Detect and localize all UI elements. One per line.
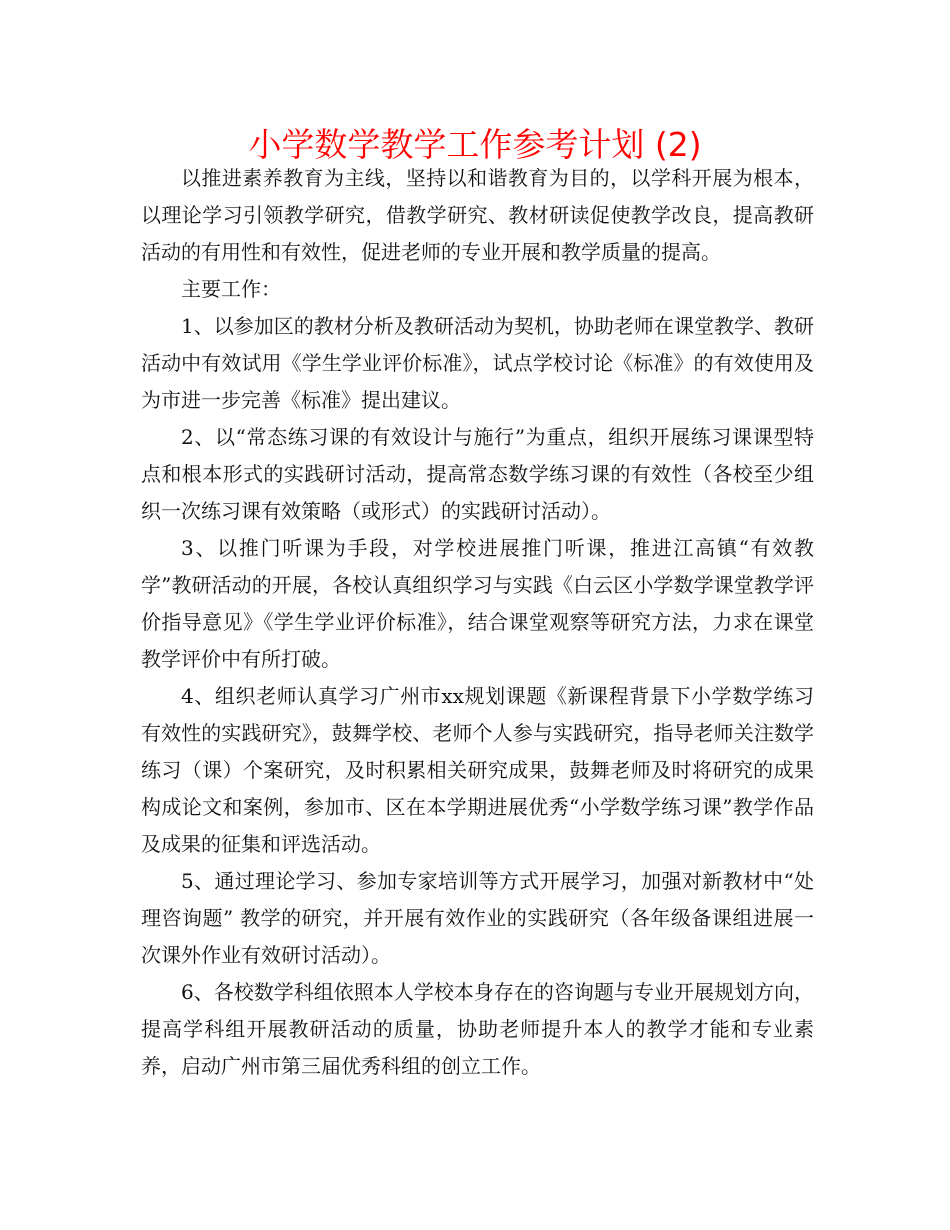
work-item-6: 6、各校数学科组依照本人学校本身存在的咨询题与专业开展规划方向，提高学科组开展教研活动的质量，协助老师提升本人的教学才能和专业素养，启动广州市第三届优秀科组的创立工作。 [141,980,814,1078]
intro-paragraph: 以推进素养教育为主线，坚持以和谐教育为目的，以学科开展为根本，以理论学习引领教学研究，借教学研究、教材研读促使教学改良，提高教研活动的有用性和有效性，促进老师的专业开展和教学质量的提高。 [141,166,814,264]
work-item-2: 2、以“常态练习课的有效设计与施行”为重点，组织开展练习课课型特点和根本形式的实践研讨活动，提高常态数学练习课的有效性（各校至少组织一次练习课有效策略（或形式）的实践研讨活动）。 [141,425,814,523]
work-item-1: 1、以参加区的教材分析及教研活动为契机，协助老师在课堂教学、教研活动中有效试用《学生学业评价标准》，试点学校讨论《标准》的有效使用及为市进一步完善《标准》提出建议。 [141,314,814,412]
work-item-5: 5、通过理论学习、参加专家培训等方式开展学习，加强对新教材中“处理咨询题” 教学的研究，并开展有效作业的实践研究（各年级备课组进展一次课外作业有效研讨活动）。 [141,869,814,967]
document-title: 小学数学教学工作参考计划 (2) [248,125,702,164]
document-body [141,160,814,1085]
work-item-3: 3、以推门听课为手段，对学校进展推门听课，推进江高镇“有效教学”教研活动的开展，各校认真组织学习与实践《白云区小学数学课堂教学评价指导意见》《学生学业评价标准》，结合课堂观察等研究方法，力求在课堂教学评价中有所打破。 [141,536,814,671]
main-work-heading: 主要工作： [181,277,281,301]
work-item-4: 4、组织老师认真学习广州市xx规划课题《新课程背景下小学数学练习有效性的实践研究》，鼓舞学校、老师个人参与实践研究，指导老师关注数学练习（课）个案研究，及时积累相关研究成果，鼓舞老师及时将研究的成果构成论文和案例，参加市、区在本学期进展优秀“小学数学练习课”教学作品及成果的征集和评选活动。 [141,684,814,856]
